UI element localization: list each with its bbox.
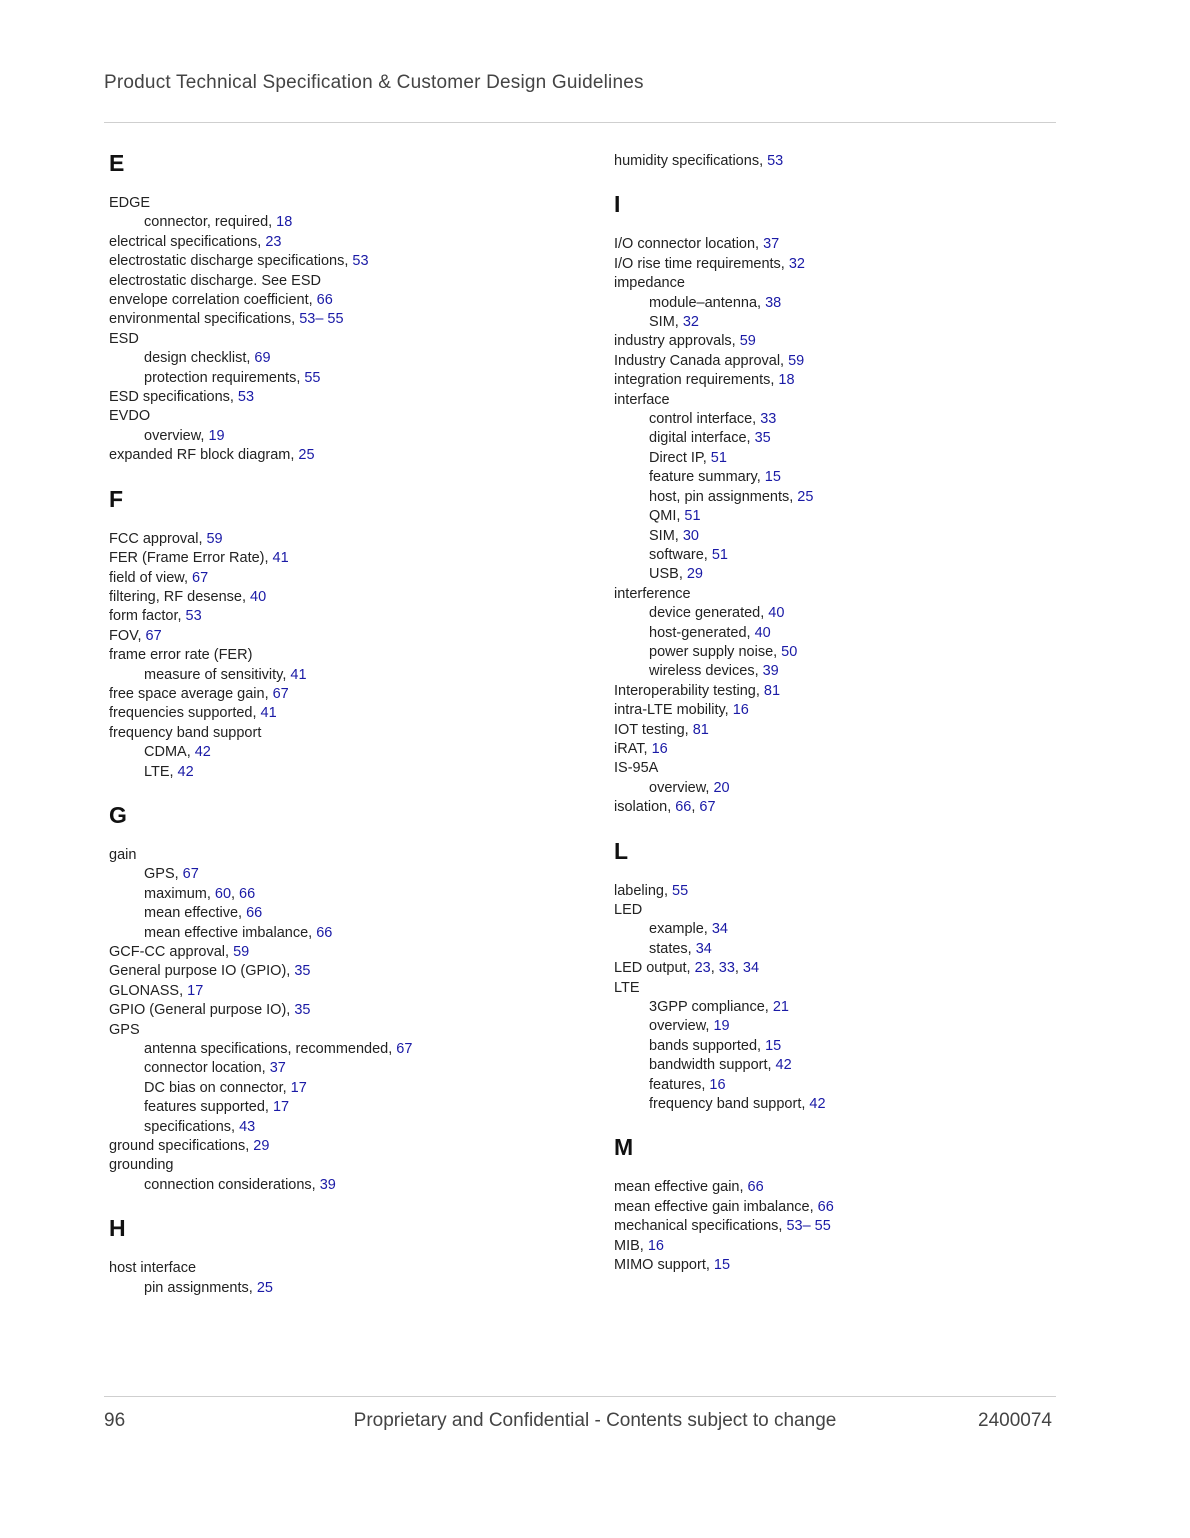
page-reference-link[interactable]: 32 [788,255,805,272]
index-term: states, [649,940,692,957]
index-letter-heading: G [109,801,127,828]
index-subentry [614,429,1084,448]
index-term: frequency band support [109,724,262,741]
index-subentry [614,313,1084,332]
page-reference-link[interactable]: 19 [208,427,225,444]
index-term: features, [649,1076,706,1093]
index-term: pin assignments, [144,1279,253,1296]
page-reference-link[interactable]: 53 [767,153,784,169]
page-reference-link[interactable]: 29 [253,1138,270,1155]
footer-divider [104,1396,1056,1397]
page-reference-link[interactable]: 51 [710,449,727,466]
index-subentry [614,527,1084,546]
index-subentry [109,924,579,943]
index-subentry [614,565,1084,584]
footer-notice: Proprietary and Confidential - Contents subject to change [353,1410,837,1431]
index-subentry [614,1017,1084,1036]
index-entry [109,252,579,271]
index-subentry [614,488,1084,507]
page-reference-link[interactable]: 67 [145,627,162,644]
page-reference-link[interactable]: 39 [319,1176,336,1193]
index-subentry [109,1176,579,1195]
index-entry [109,607,579,626]
index-term: humidity specifications, [614,153,764,169]
index-term: overview, [649,779,710,796]
index-subentry [614,1076,1084,1095]
index-letter-heading: I [614,191,621,218]
index-column-left [109,148,579,1316]
index-term: environmental specifications, [109,311,296,328]
index-entry [109,627,579,646]
index-term: free space average gain, [109,685,269,702]
index-entry [614,901,1084,920]
index-term: frequencies supported, [109,705,257,722]
index-term: SIM, [649,314,679,331]
page-reference-link[interactable]: 19 [713,1018,730,1035]
index-term: ESD [109,330,139,347]
index-term: EDGE [109,195,151,211]
index-term: labeling, [614,882,669,899]
page-header-title: Product Technical Specification & Customer Design Guidelines [104,72,644,93]
index-entry [109,1137,579,1156]
page-reference-link[interactable]: 66 [747,1179,764,1196]
index-subentry [109,1059,579,1078]
index-entry [109,704,579,723]
page-reference-link[interactable]: 50 [781,643,798,660]
index-term: frequency band support, [649,1096,806,1113]
index-letter-heading: L [614,837,629,864]
index-entry [614,391,1084,410]
page-reference-link[interactable]: 18 [276,214,293,231]
index-term: intra-LTE mobility, [614,702,729,719]
index-subentry [614,624,1084,643]
index-subentry [614,546,1084,565]
index-entry [614,882,1084,901]
index-entry [614,759,1084,778]
index-entry [614,1198,1084,1217]
index-section [614,836,1084,1115]
index-term: DC bias on connector, [144,1079,287,1096]
index-section [109,1213,579,1298]
index-entry [614,371,1084,390]
index-term: GLONASS, [109,982,184,999]
index-term: host interface [109,1260,197,1277]
page-reference-link[interactable]: 16 [651,740,668,757]
index-entry [109,724,579,743]
index-subentry [109,1079,579,1098]
index-term: wireless devices, [649,663,759,680]
index-term: mean effective, [144,905,243,922]
index-term: Interoperability testing, [614,682,760,699]
index-subentry [614,294,1084,313]
index-entry [109,982,579,1001]
index-entry [109,1156,579,1175]
page-reference-link[interactable]: 25 [298,447,315,464]
index-term: mean effective imbalance, [144,924,313,941]
page-reference-link[interactable]: 25 [256,1279,273,1296]
index-entry [614,332,1084,351]
index-letter-heading: E [109,150,125,176]
index-term: EVDO [109,408,151,425]
index-entry [109,291,579,310]
page-reference-link[interactable]: 32 [682,314,699,331]
index-term: IOT testing, [614,721,689,738]
page-reference-link[interactable]: 67 [272,685,289,702]
index-term: bandwidth support, [649,1057,772,1074]
index-term: design checklist, [144,350,251,367]
page-reference-link[interactable]: 35 [294,963,311,980]
index-term: field of view, [109,569,188,586]
page-reference-link[interactable]: 39 [762,663,779,680]
index-term: electrostatic discharge specifications, [109,253,349,270]
index-entry [614,274,1084,293]
index-term: LTE [614,979,640,996]
page-reference-link[interactable]: 67 [699,799,716,816]
index-term: module–antenna, [649,294,762,311]
page-reference-link[interactable]: 18 [778,372,795,389]
index-entry [109,530,579,549]
index-entry [109,1001,579,1020]
index-term: ground specifications, [109,1138,250,1155]
index-entry [109,330,579,349]
page-reference-link[interactable]: 67 [396,1041,413,1058]
index-subentry [614,507,1084,526]
index-term: digital interface, [649,430,751,447]
index-entry [109,233,579,252]
index-subentry [109,666,579,685]
index-subentry [109,427,579,446]
index-term: impedance [614,275,685,292]
index-subentry [614,449,1084,468]
index-subentry [109,369,579,388]
page-reference-link[interactable]: 35 [294,1002,311,1019]
page-reference-link[interactable]: 15 [713,1257,731,1274]
page-reference-link[interactable]: 51 [684,508,701,525]
page-reference-link[interactable]: 66 [817,1198,834,1215]
index-term: LED output, [614,960,691,977]
page-reference-link[interactable]: 34 [695,940,712,957]
index-subentry [614,779,1084,798]
index-letter-heading: M [614,1134,634,1161]
page-reference-link[interactable]: 53– 55 [786,1218,831,1235]
page-reference-link[interactable]: 20 [713,779,730,796]
index-term: GCF-CC approval, [109,944,230,960]
index-term: interference [614,585,691,602]
page-reference-link[interactable]: 59 [739,333,756,350]
index-letter-heading: F [109,485,124,512]
page-reference-link[interactable]: 43 [239,1118,256,1135]
index-subentry [109,1118,579,1137]
index-term: LTE, [144,763,174,780]
index-subentry [614,662,1084,681]
index-term: expanded RF block diagram, [109,447,295,464]
page-reference-link[interactable]: 66 [675,799,692,816]
index-subentry [614,920,1084,939]
index-term: connector location, [144,1060,266,1077]
index-subentry [614,604,1084,623]
index-term: CDMA, [144,744,191,761]
page-reference-link[interactable]: 59 [206,530,223,547]
index-entry [614,721,1084,740]
index-section [109,484,579,782]
index-column-right [614,152,1084,1294]
page-reference-link[interactable]: 17 [272,1099,290,1116]
index-term: I/O rise time requirements, [614,255,785,272]
page-reference-link[interactable]: 53 [352,253,369,270]
index-term: 3GPP compliance, [649,999,769,1016]
index-term: gain [109,846,137,863]
index-term: software, [649,546,708,563]
page-reference-link[interactable]: 60 [214,885,232,902]
page-reference-link[interactable]: 66 [316,292,333,309]
index-entry [614,1217,1084,1236]
index-section [109,148,579,466]
index-term: protection requirements, [144,369,301,386]
page-reference-link[interactable]: 23 [694,960,711,977]
index-term: LED [614,902,643,918]
index-entry [109,685,579,704]
index-term: mechanical specifications, [614,1218,783,1235]
page-reference-link[interactable]: 17 [187,982,204,999]
index-entry [614,1237,1084,1256]
index-term: specifications, [144,1118,236,1135]
page-reference-link[interactable]: 59 [233,944,250,960]
index-term: example, [649,921,708,938]
page-reference-link[interactable]: 16 [709,1076,726,1093]
index-section [614,1132,1084,1275]
page-reference-link[interactable]: 67 [192,569,209,586]
index-term: antenna specifications, recommended, [144,1041,393,1058]
index-entry [109,962,579,981]
page-reference-link[interactable]: 38 [765,294,782,311]
index-section [109,800,579,1195]
index-entry [109,646,579,665]
index-subentry [109,743,579,762]
index-term: measure of sensitivity, [144,666,287,683]
index-subentry [614,468,1084,487]
index-section [614,189,1084,817]
page-reference-link[interactable]: 66 [246,905,263,922]
page-reference-link[interactable]: 29 [686,566,703,583]
page-reference-link[interactable]: 53 [237,389,255,406]
index-entry [109,569,579,588]
index-term: bands supported, [649,1037,762,1054]
index-term: host, pin assignments, [649,488,794,505]
index-subentry [614,643,1084,662]
index-term: control interface, [649,411,757,428]
index-entry [109,588,579,607]
page-reference-link[interactable]: 37 [763,236,780,253]
page-reference-link[interactable]: 21 [772,999,789,1016]
index-entry [614,1256,1084,1275]
index-term: GPIO (General purpose IO), [109,1002,291,1019]
index-term: connection considerations, [144,1176,316,1193]
index-subentry [614,1056,1084,1075]
index-term: feature summary, [649,469,761,486]
page-reference-link[interactable]: 59 [788,352,805,369]
index-subentry [109,213,579,232]
page-reference-link[interactable]: 16 [732,702,749,719]
page-reference-link[interactable]: 37 [269,1060,286,1077]
page-reference-link[interactable]: 25 [797,488,814,505]
page-reference-link[interactable]: 66 [239,885,256,902]
index-entry [614,255,1084,274]
index-term: envelope correlation coefficient, [109,292,313,309]
index-term: features supported, [144,1099,269,1116]
page-reference-link[interactable]: 81 [692,721,709,738]
page-reference-link[interactable]: 41 [260,705,277,722]
index-entry [614,352,1084,371]
index-entry [614,701,1084,720]
page-reference-link[interactable]: 42 [177,763,194,780]
index-term: ESD specifications, [109,389,234,406]
index-subentry [109,865,579,884]
index-term: IS-95A [614,760,659,777]
index-entry [109,407,579,426]
page-reference-link[interactable]: 51 [711,546,728,563]
page-reference-link[interactable]: 34 [711,921,728,938]
page-reference-link[interactable]: 23 [265,233,282,250]
index-term: QMI, [649,508,681,525]
index-section [614,152,1084,171]
index-subentry [109,763,579,782]
index-subentry [109,1279,579,1298]
index-term: electrical specifications, [109,233,262,250]
index-entry [109,194,579,213]
index-term: FER (Frame Error Rate), [109,550,269,567]
index-entry [614,682,1084,701]
page-reference-link[interactable]: 55 [672,882,689,899]
footer-document-number: 2400074 [978,1410,1052,1431]
index-entry [109,310,579,329]
page-reference-link[interactable]: 16 [647,1237,664,1254]
index-term: Industry Canada approval, [614,352,785,369]
index-term: connector, required, [144,214,273,231]
index-entry [614,235,1084,254]
index-subentry [614,940,1084,959]
page-reference-link[interactable]: 42 [194,744,211,761]
index-entry [614,740,1084,759]
index-entry [109,446,579,465]
index-entry [109,1021,579,1040]
index-term: overview, [144,427,205,444]
index-term: SIM, [649,527,679,544]
index-letter-heading: H [109,1215,126,1242]
index-subentry [109,349,579,368]
footer-page-number: 96 [104,1410,126,1431]
index-entry [109,388,579,407]
index-term: industry approvals, [614,333,736,350]
index-term: FOV, [109,627,142,644]
index-term: maximum, [144,885,211,902]
page-reference-link[interactable]: 69 [254,350,271,367]
index-term: iRAT, [614,740,648,757]
index-term: MIB, [614,1237,644,1254]
index-term: interface [614,391,670,408]
index-term: form factor, [109,608,182,625]
index-entry [614,979,1084,998]
index-term: power supply noise, [649,643,778,660]
page-reference-link[interactable]: 42 [775,1057,792,1074]
index-term: filtering, RF desense, [109,588,247,605]
index-entry [109,549,579,568]
index-entry [109,272,579,291]
index-term: I/O connector location, [614,236,760,253]
index-subentry [109,904,579,923]
index-term: mean effective gain imbalance, [614,1198,814,1215]
index-subentry [614,1095,1084,1114]
page-reference-link[interactable]: 42 [809,1096,826,1113]
page-reference-link[interactable]: 53 [185,608,202,625]
page-reference-link[interactable]: 41 [272,550,289,567]
index-term: overview, [649,1018,710,1035]
index-term: grounding [109,1157,174,1174]
index-subentry [109,1040,579,1059]
index-term: host-generated, [649,624,751,641]
index-term: integration requirements, [614,372,775,389]
page-reference-link[interactable]: 30 [682,527,699,544]
page-reference-link[interactable]: 53– 55 [299,311,344,328]
index-term: isolation, [614,799,672,816]
index-entry: LED output, 23, 33, 34 [614,960,760,977]
page-reference-link[interactable]: 66 [316,924,333,941]
page-reference-link[interactable]: 15 [764,469,781,486]
index-term: USB, [649,566,683,583]
index-subentry [614,998,1084,1017]
index-term: General purpose IO (GPIO), [109,963,291,980]
page-reference-link[interactable]: 40 [250,588,267,605]
page-reference-link[interactable]: 15 [765,1037,782,1054]
page-reference-link[interactable]: 55 [304,369,321,386]
index-term: electrostatic discharge. See ESD [109,272,321,289]
page-reference-link[interactable]: 81 [763,682,781,699]
page-reference-link[interactable]: 41 [290,666,307,683]
index-term: FCC approval, [109,530,203,547]
index-entry [614,152,1084,171]
index-term: MIMO support, [614,1257,710,1274]
page-reference-link[interactable]: 33 [760,411,777,428]
index-entry [614,585,1084,604]
index-entry [614,1178,1084,1197]
index-subentry: maximum, 60, 66 [144,885,256,902]
index-term: Direct IP, [649,449,707,466]
page-reference-link[interactable]: 33 [718,960,735,977]
index-entry [109,846,579,865]
index-entry [109,1259,579,1278]
index-term: GPS, [144,866,179,883]
page-reference-link[interactable]: 34 [742,960,760,977]
page-reference-link[interactable]: 35 [754,430,771,447]
index-term: GPS [109,1021,140,1038]
index-subentry [109,1098,579,1117]
index-entry [109,943,579,962]
page-reference-link[interactable]: 67 [182,866,199,883]
page-reference-link[interactable]: 40 [768,605,785,622]
index-term: device generated, [649,605,765,622]
page-reference-link[interactable]: 17 [290,1079,307,1096]
page-reference-link[interactable]: 40 [754,624,771,641]
index-term: frame error rate (FER) [109,647,253,664]
index-entry: isolation, 66, 67 [614,799,716,816]
header-divider [104,122,1056,123]
index-subentry [614,410,1084,429]
index-subentry [614,1037,1084,1056]
index-term: mean effective gain, [614,1179,744,1196]
